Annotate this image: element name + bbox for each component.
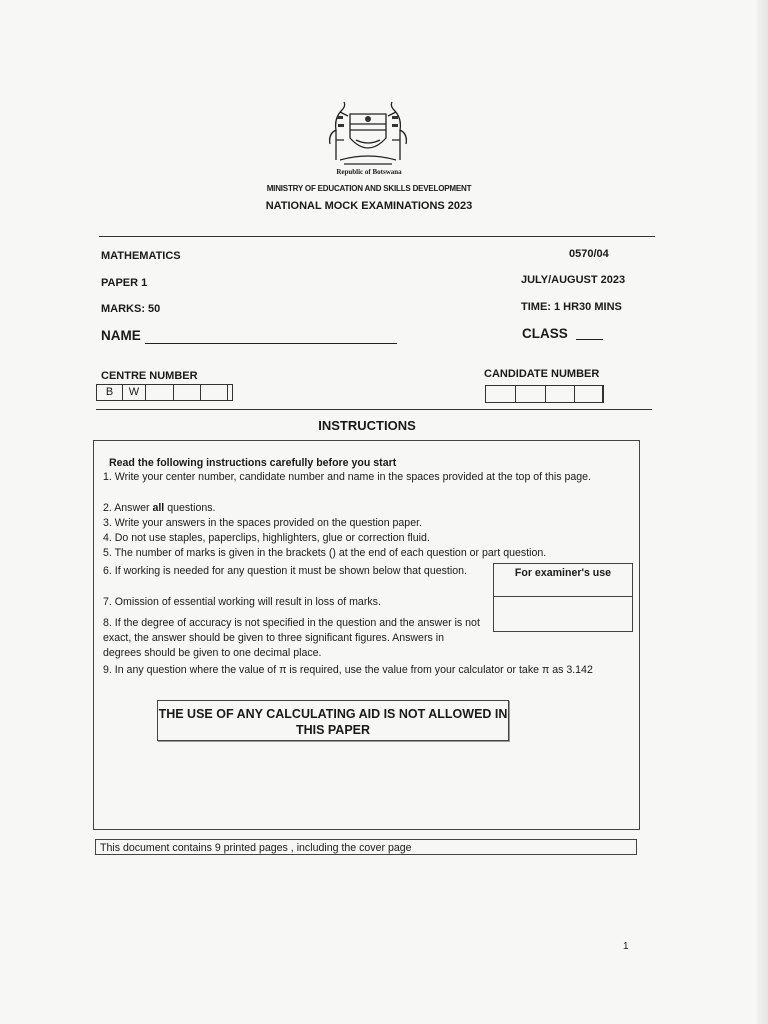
session-label: JULY/AUGUST 2023 (521, 274, 626, 286)
subject-label: MATHEMATICS (101, 250, 181, 262)
calculator-warning: THE USE OF ANY CALCULATING AID IS NOT ALLOWED IN THIS PAPER (157, 700, 509, 741)
paper-label: PAPER 1 (101, 277, 148, 289)
instruction-item-4: 4. Do not use staples, paperclips, highlighters, glue or correction fluid. (103, 532, 430, 544)
candidate-number-field[interactable] (485, 385, 604, 403)
centre-number-cell[interactable] (201, 385, 228, 400)
instruction-item-9: 9. In any question where the value of π is required, use the value from your calculator or take π as 3.142 (103, 664, 593, 676)
instruction-item-5: 5. The number of marks is given in the brackets () at the end of each question or part question. (103, 547, 547, 559)
marks-label: MARKS: 50 (101, 303, 161, 315)
coat-of-arms-icon (322, 100, 414, 166)
instruction-item-3: 3. Write your answers in the spaces provided on the question paper. (103, 517, 422, 529)
class-label: CLASS (522, 326, 568, 341)
details-rule (96, 409, 652, 410)
republic-label: Republic of Botswana (336, 168, 402, 176)
candidate-number-cell[interactable] (486, 386, 516, 402)
instruction-item-6: 6. If working is needed for any question it must be shown below that question. (103, 565, 467, 577)
centre-number-label: CENTRE NUMBER (101, 370, 198, 382)
class-field[interactable] (576, 329, 603, 340)
header-rule (99, 236, 655, 237)
instruction-item-1: 1. Write your center number, candidate number and name in the spaces provided at the top of this page. (103, 471, 591, 483)
examiner-use-label: For examiner's use (514, 567, 612, 579)
page-number: 1 (623, 941, 629, 952)
candidate-number-cell[interactable] (516, 386, 546, 402)
centre-number-cell[interactable] (174, 385, 201, 400)
candidate-number-label: CANDIDATE NUMBER (484, 368, 600, 380)
instruction-item-2-emphasis: all (152, 502, 165, 514)
instruction-item-7: 7. Omission of essential working will result in loss of marks. (103, 596, 381, 608)
centre-number-cell[interactable]: B (97, 385, 123, 400)
paper-code: 0570/04 (569, 248, 609, 260)
centre-number-cell[interactable] (146, 385, 174, 400)
examiner-use-box (493, 563, 633, 632)
exam-title: NATIONAL MOCK EXAMINATIONS 2023 (265, 200, 473, 212)
centre-number-cell[interactable]: W (123, 385, 146, 400)
centre-number-cell[interactable] (228, 385, 232, 400)
instruction-item-8: 8. If the degree of accuracy is not specified in the question and the answer is not exact, the answer should be given to three significant figures. Answers in degrees should be given to one decimal place. (103, 617, 480, 660)
instructions-intro: Read the following instructions carefully before you start (109, 457, 397, 469)
page-edge-shadow (756, 0, 768, 1024)
time-label: TIME: 1 HR30 MINS (521, 301, 622, 313)
instruction-item-2-text-end: questions. (164, 502, 216, 514)
candidate-number-cell[interactable] (546, 386, 575, 402)
candidate-number-cell[interactable] (575, 386, 603, 402)
ministry-label: MINISTRY OF EDUCATION AND SKILLS DEVELOPMENT (266, 184, 472, 193)
pages-note: This document contains 9 printed pages , including the cover page (95, 839, 637, 855)
name-field[interactable] (145, 333, 397, 344)
instruction-item-2 (103, 501, 635, 516)
instruction-item-2-text: 2. Answer (103, 502, 153, 514)
instructions-title: INSTRUCTIONS (318, 418, 416, 433)
name-label: NAME (101, 328, 141, 343)
centre-number-field[interactable] (96, 384, 233, 401)
examiner-use-divider (494, 596, 632, 597)
